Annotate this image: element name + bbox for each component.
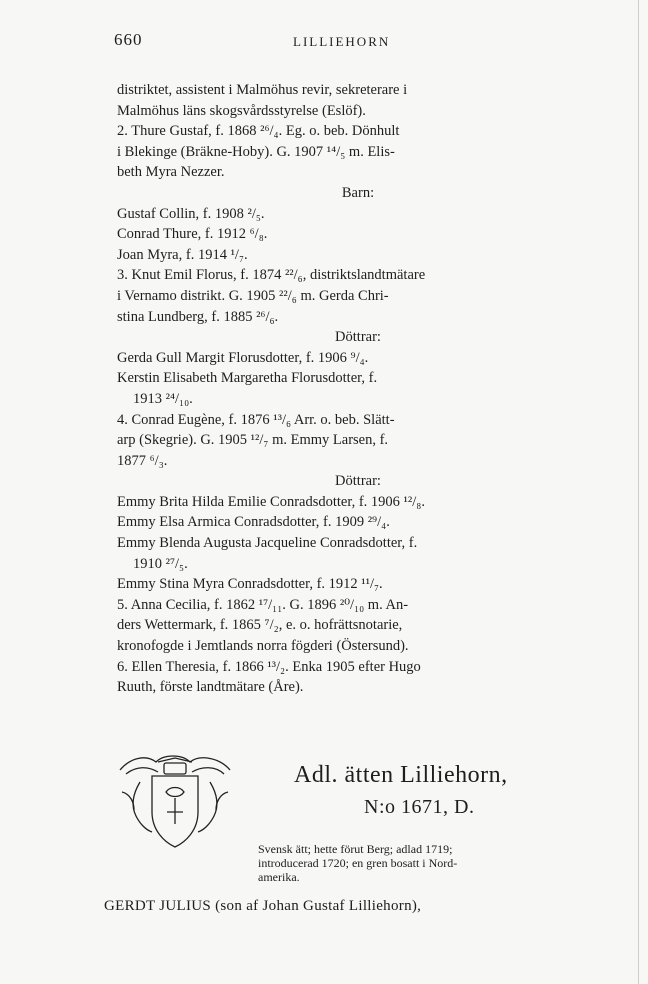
running-head: LILLIEHORN	[293, 34, 391, 49]
text-line: Emmy Blenda Augusta Jacqueline Conradsdotter, f.	[117, 535, 418, 552]
text-line: 4. Conrad Eugène, f. 1876 ¹³/₆ Arr. o. beb. Slätt-	[117, 411, 395, 428]
text-line: Kerstin Elisabeth Margaretha Florusdotter, f.	[117, 370, 378, 387]
text-line: Ruuth, förste landtmätare (Åre).	[117, 679, 304, 696]
subheading-barn: Barn:	[341, 184, 375, 201]
text-line: Emmy Brita Hilda Emilie Conradsdotter, f. 1906 ¹²/₈.	[117, 493, 425, 510]
text-line: Malmöhus läns skogsvårdsstyrelse (Eslöf).	[117, 102, 366, 119]
coat-of-arms-icon	[112, 752, 238, 852]
note-line: Svensk ätt; hette förut Berg; adlad 1719;	[258, 842, 453, 856]
section-note	[258, 842, 603, 885]
text-line: beth Myra Nezzer.	[117, 164, 225, 181]
text-line: 1877 ⁶/₃.	[117, 452, 168, 469]
page-edge-rule	[638, 0, 639, 984]
page-number: 660	[114, 30, 143, 49]
text-line: Joan Myra, f. 1914 ¹/₇.	[117, 246, 248, 263]
section-title: Adl. ätten Lilliehorn,	[294, 762, 508, 788]
text-line: Emmy Elsa Armica Conradsdotter, f. 1909 ²⁹/₄.	[117, 514, 390, 531]
subheading-dottrar: Döttrar:	[335, 473, 381, 490]
text-line: 6. Ellen Theresia, f. 1866 ¹³/₂. Enka 1905 efter Hugo	[117, 658, 421, 675]
text-line: 1910 ²⁷/₅.	[133, 555, 188, 572]
text-line: i Vernamo distrikt. G. 1905 ²²/₆ m. Gerda Chri-	[117, 287, 389, 304]
entry-start-line: GERDT JULIUS (son af Johan Gustaf Lilliehorn),	[104, 898, 422, 914]
text-line: kronofogde i Jemtlands norra fögderi (Östersund).	[117, 638, 409, 655]
text-line: ders Wettermark, f. 1865 ⁷/₂, e. o. hofrättsnotarie,	[117, 617, 403, 634]
text-line: 2. Thure Gustaf, f. 1868 ²⁶/₄. Eg. o. beb. Dönhult	[117, 123, 400, 140]
text-line: i Blekinge (Bräkne-Hoby). G. 1907 ¹⁴/₅ m. Elis-	[117, 143, 395, 160]
note-line: introducerad 1720; en gren bosatt i Nord-	[258, 856, 458, 871]
text-line: arp (Skegrie). G. 1905 ¹²/₇ m. Emmy Larsen, f.	[117, 432, 389, 449]
text-line: Conrad Thure, f. 1912 ⁶/₈.	[117, 226, 268, 243]
text-line: 1913 ²⁴/₁₀.	[133, 390, 193, 407]
note-line: amerika.	[258, 870, 300, 885]
text-line: Emmy Stina Myra Conradsdotter, f. 1912 ¹¹/₇.	[117, 576, 383, 593]
section-number: N:o 1671, D.	[364, 796, 475, 818]
text-line: distriktet, assistent i Malmöhus revir, sekreterare i	[117, 82, 408, 98]
text-line: Gerda Gull Margit Florusdotter, f. 1906 ⁹/₄.	[117, 349, 369, 366]
text-line: stina Lundberg, f. 1885 ²⁶/₆.	[117, 308, 279, 325]
genealogy-text	[117, 80, 599, 698]
text-line: 3. Knut Emil Florus, f. 1874 ²²/₆, distriktslandtmätare	[117, 267, 426, 284]
subheading-dottrar: Döttrar:	[335, 329, 381, 346]
text-line: Gustaf Collin, f. 1908 ²/₅.	[117, 205, 265, 222]
text-line: 5. Anna Cecilia, f. 1862 ¹⁷/₁₁. G. 1896 ²⁰/₁₀ m. An-	[117, 596, 409, 613]
